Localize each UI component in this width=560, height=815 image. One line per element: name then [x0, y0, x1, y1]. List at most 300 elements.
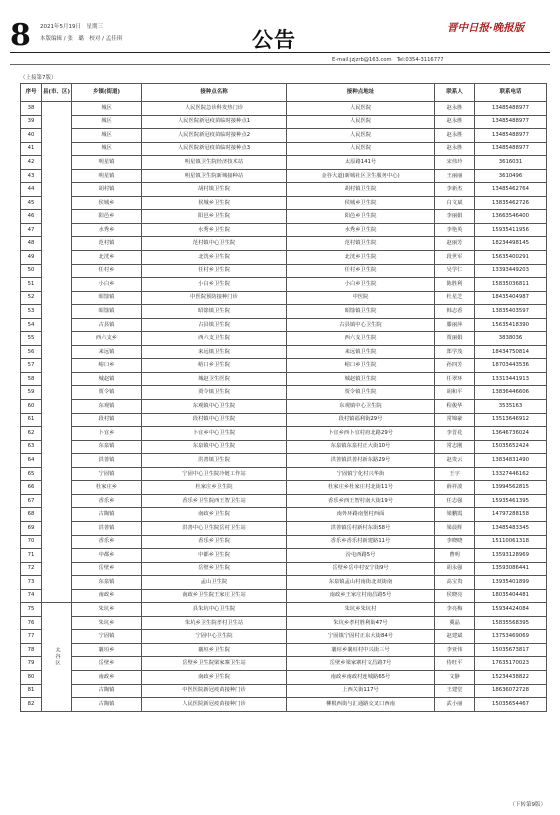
site-address-cell: 人民医院 [287, 142, 435, 156]
contact-cell: 赵建斌 [435, 630, 475, 644]
phone-cell: 15110061318 [475, 535, 547, 549]
row-number: 65 [21, 467, 42, 481]
contact-cell: 薛祥波 [435, 481, 475, 495]
table-row [21, 169, 547, 183]
site-address-cell: 柳根西街与汇通路交叉口西南 [287, 698, 435, 712]
table-row [21, 535, 547, 549]
table-row [21, 562, 547, 576]
table-row [21, 251, 547, 265]
site-address-cell: 金谷大道(新城社区卫生服务中心) [287, 169, 435, 183]
table-row [21, 603, 547, 617]
row-number: 77 [21, 630, 42, 644]
contact-cell: 程俊华 [435, 400, 475, 414]
phone-cell: 15035673817 [475, 643, 547, 657]
town-cell: 东泉镇 [72, 576, 142, 590]
row-number: 63 [21, 440, 42, 454]
site-name-cell: 西六支卫生院 [142, 332, 287, 346]
page-title: 公告 [252, 27, 296, 52]
contact-cell: 侍旺平 [435, 657, 475, 671]
row-number: 40 [21, 129, 42, 143]
town-cell: 东泉镇 [72, 440, 142, 454]
phone-cell: 13835403597 [475, 305, 547, 319]
row-number: 50 [21, 264, 42, 278]
vaccination-site-table [20, 83, 547, 712]
site-name-cell: 阳邑乡卫生院 [142, 210, 287, 224]
table-row [21, 657, 547, 671]
contact-cell: 常锦豪 [435, 413, 475, 427]
contact-cell: 梁晨辉 [435, 521, 475, 535]
phone-cell: 15234438822 [475, 670, 547, 684]
row-number: 45 [21, 196, 42, 210]
town-cell: 段村镇 [72, 413, 142, 427]
site-name-cell: 东观镇中心卫生院 [142, 400, 287, 414]
table-row [21, 278, 547, 292]
site-name-cell: 襄垣乡卫生院 [142, 643, 287, 657]
town-cell: 东观镇 [72, 400, 142, 414]
table-row [21, 589, 547, 603]
site-address-cell: 岳壁乡岳中村安宁街9号 [287, 562, 435, 576]
site-name-cell: 人民医院急诊科发热门诊 [142, 102, 287, 116]
site-address-cell: 任村乡卫生院 [287, 264, 435, 278]
site-name-cell: 明星镇卫生院新城接种站 [142, 169, 287, 183]
town-cell: 城区 [72, 142, 142, 156]
table-row [21, 481, 547, 495]
town-cell: 香乐乡 [72, 494, 142, 508]
town-cell: 范村镇 [72, 237, 142, 251]
table-row [21, 684, 547, 698]
town-cell: 古陶镇 [72, 698, 142, 712]
phone-cell: 3610496 [475, 169, 547, 183]
table-row [21, 549, 547, 563]
row-number: 64 [21, 454, 42, 468]
town-cell: 侯城乡 [72, 196, 142, 210]
contact-cell: 任翠环 [435, 372, 475, 386]
phone-cell: 13485488977 [475, 102, 547, 116]
contact-cell: 梁鹏霞 [435, 508, 475, 522]
col-header-no: 序号 [21, 84, 42, 102]
phone-cell: 15635400291 [475, 251, 547, 265]
site-name-cell: 洪善中心卫生院岳村卫生站 [142, 521, 287, 535]
contact-cell: 赵永胜 [435, 142, 475, 156]
town-cell: 小白乡 [72, 278, 142, 292]
row-number: 75 [21, 603, 42, 617]
row-number: 57 [21, 359, 42, 373]
phone-cell: 17635170023 [475, 657, 547, 671]
table-row [21, 264, 547, 278]
contact-cell: 王建堂 [435, 684, 475, 698]
site-name-cell: 洪善镇卫生院 [142, 454, 287, 468]
phone-cell: 13663546400 [475, 210, 547, 224]
contact-cell: 武小丽 [435, 698, 475, 712]
site-address-cell: 北洸乡卫生院 [287, 251, 435, 265]
site-address-cell: 小白乡卫生院 [287, 278, 435, 292]
row-number: 58 [21, 372, 42, 386]
contact-cell: 李亮梅 [435, 603, 475, 617]
contact-cell: 李新杰 [435, 183, 475, 197]
phone-cell: 13485488977 [475, 142, 547, 156]
phone-cell: 15635418390 [475, 318, 547, 332]
table-row [21, 670, 547, 684]
site-name-cell: 中医院预防接种门诊 [142, 291, 287, 305]
table-row [21, 454, 547, 468]
site-name-cell: 水秀乡卫生院 [142, 223, 287, 237]
site-address-cell: 范村镇卫生院 [287, 237, 435, 251]
row-number: 82 [21, 698, 42, 712]
phone-cell: 3616031 [475, 156, 547, 170]
town-cell: 西六支乡 [72, 332, 142, 346]
table-row [21, 305, 547, 319]
site-address-cell: 岳壁乡梁家寨村文昌路7号 [287, 657, 435, 671]
site-address-cell: 南政乡王家庄村南昌路5号 [287, 589, 435, 603]
phone-cell: 15035654467 [475, 698, 547, 712]
continued-note: （上接第7版） [20, 75, 57, 81]
contact-cell: 赵永胜 [435, 115, 475, 129]
table-row [21, 616, 547, 630]
site-name-cell: 岳壁乡卫生院 [142, 562, 287, 576]
site-address-cell: 城赵镇卫生院 [287, 372, 435, 386]
county-cell [42, 102, 72, 603]
phone-cell: 13485483345 [475, 521, 547, 535]
row-number: 59 [21, 386, 42, 400]
town-cell: 贾令镇 [72, 386, 142, 400]
phone-cell: 13834831490 [475, 454, 547, 468]
table-row [21, 115, 547, 129]
phone-cell: 13935401899 [475, 576, 547, 590]
site-name-cell: 侯城乡卫生院 [142, 196, 287, 210]
phone-cell: 15835036811 [475, 278, 547, 292]
col-header-address: 接种点地址 [287, 84, 435, 102]
table-row [21, 223, 547, 237]
phone-cell: 13485462764 [475, 183, 547, 197]
town-cell: 南政乡 [72, 670, 142, 684]
town-cell: 来远镇 [72, 345, 142, 359]
phone-cell: 15934424084 [475, 603, 547, 617]
site-address-cell: 古县镇中心卫生院 [287, 318, 435, 332]
contact-cell: 常志刚 [435, 440, 475, 454]
row-number: 67 [21, 494, 42, 508]
site-name-cell: 中医医院新冠疫苗接种门诊 [142, 684, 287, 698]
contact-cell: 赵永胜 [435, 102, 475, 116]
phone-cell: 13513646912 [475, 413, 547, 427]
row-number: 42 [21, 156, 42, 170]
contact-cell: 李晓晓 [435, 535, 475, 549]
site-address-cell: 段村镇福利街29号 [287, 413, 435, 427]
row-number: 38 [21, 102, 42, 116]
town-cell: 城赵镇 [72, 372, 142, 386]
site-name-cell: 宁固中心卫生院冷链工作站 [142, 467, 287, 481]
row-number: 44 [21, 183, 42, 197]
town-cell: 城区 [72, 115, 142, 129]
contact-cell: 赵永胜 [435, 129, 475, 143]
phone-cell: 13393449203 [475, 264, 547, 278]
table-row [21, 359, 547, 373]
town-cell: 城区 [72, 102, 142, 116]
contact-cell: 吴学仁 [435, 264, 475, 278]
contact-cell: 李艳英 [435, 223, 475, 237]
contact-cell: 宋伟玲 [435, 156, 475, 170]
town-cell: 城区 [72, 129, 142, 143]
row-number: 51 [21, 278, 42, 292]
site-address-cell: 侯城乡卫生院 [287, 196, 435, 210]
phone-cell: 13485488977 [475, 129, 547, 143]
contact-cell: 赵贵云 [435, 454, 475, 468]
site-address-cell: 西六支卫生院 [287, 332, 435, 346]
header-rule [10, 52, 550, 53]
row-number: 69 [21, 521, 42, 535]
site-name-cell: 峪口乡卫生院 [142, 359, 287, 373]
row-number: 48 [21, 237, 42, 251]
site-name-cell: 孟山卫生院 [142, 576, 287, 590]
row-number: 49 [21, 251, 42, 265]
site-address-cell: 阳邑乡卫生院 [287, 210, 435, 224]
site-name-cell: 卜宜乡中心卫生院 [142, 427, 287, 441]
row-number: 53 [21, 305, 42, 319]
row-number: 47 [21, 223, 42, 237]
town-cell: 南政乡 [72, 589, 142, 603]
town-cell: 古县镇 [72, 318, 142, 332]
contact-cell: 李晋花 [435, 427, 475, 441]
table-row [21, 413, 547, 427]
phone-cell: 13327446162 [475, 467, 547, 481]
contact-cell: 任志强 [435, 494, 475, 508]
site-name-cell: 北洸乡卫生院 [142, 251, 287, 265]
contact-cell: 胡永强 [435, 562, 475, 576]
site-address-cell: 来远镇卫生院 [287, 345, 435, 359]
contact-cell: 胡和平 [435, 386, 475, 400]
table-row [21, 576, 547, 590]
site-name-cell: 南政乡卫生院 [142, 670, 287, 684]
phone-cell: 3535163 [475, 400, 547, 414]
site-name-cell: 杜家庄乡卫生院 [142, 481, 287, 495]
contact-cell: 杜星芝 [435, 291, 475, 305]
site-address-cell: 人民医院 [287, 129, 435, 143]
site-name-cell: 明星镇卫生院经济技术站 [142, 156, 287, 170]
phone-cell: 15835568395 [475, 616, 547, 630]
town-cell: 洪善镇 [72, 454, 142, 468]
table-row [21, 521, 547, 535]
contact-cell: 文静 [435, 670, 475, 684]
col-header-contact: 联系人 [435, 84, 475, 102]
table-row [21, 332, 547, 346]
table-row [21, 400, 547, 414]
town-cell: 宁固镇 [72, 467, 142, 481]
phone-cell: 13753469069 [475, 630, 547, 644]
contact-cell: 赵丽芳 [435, 237, 475, 251]
site-address-cell: 上西关街117号 [287, 684, 435, 698]
row-number: 68 [21, 508, 42, 522]
contact-cell: 段世军 [435, 251, 475, 265]
table-row [21, 129, 547, 143]
site-address-cell: 昭馀镇卫生院 [287, 305, 435, 319]
town-cell: 襄垣乡 [72, 643, 142, 657]
row-number: 78 [21, 643, 42, 657]
row-number: 61 [21, 413, 42, 427]
contact-cell: 李亚伟 [435, 643, 475, 657]
contact-cell: 孙四芳 [435, 359, 475, 373]
contact-cell: 冀晶 [435, 616, 475, 630]
table-row [21, 467, 547, 481]
town-cell: 古陶镇 [72, 508, 142, 522]
table-row [21, 508, 547, 522]
row-number: 41 [21, 142, 42, 156]
table-row [21, 643, 547, 657]
phone-cell: 13835462726 [475, 196, 547, 210]
table-row [21, 102, 547, 116]
site-address-cell: 胡村镇卫生院 [287, 183, 435, 197]
site-name-cell: 县朱坑中心卫生院 [142, 603, 287, 617]
table-row [21, 372, 547, 386]
site-name-cell: 人民医院新冠疫苗临时接种点2 [142, 129, 287, 143]
site-address-cell: 宁固镇宁化村兴华街 [287, 467, 435, 481]
site-name-cell: 人民医院新冠疫苗临时接种点1 [142, 115, 287, 129]
site-address-cell: 人民医院 [287, 115, 435, 129]
site-address-cell: 东观镇中心卫生院 [287, 400, 435, 414]
contact-line: E-mail:jzjzrb@163.com Tel:0354-3116777 [332, 57, 444, 63]
site-name-cell: 人民医院新冠疫苗接种门诊 [142, 698, 287, 712]
site-name-cell: 宁固中心卫生院 [142, 630, 287, 644]
table-row [21, 494, 547, 508]
town-cell: 朱坑乡 [72, 616, 142, 630]
newspaper-logo: 晋中日报·晚报版 [447, 22, 525, 34]
site-name-cell: 南政乡卫生院 [142, 508, 287, 522]
page-number: 8 [10, 18, 31, 53]
site-address-cell: 朱坑乡孝村胜利街47号 [287, 616, 435, 630]
site-address-cell: 洪善镇岳村新村东街58号 [287, 521, 435, 535]
town-cell: 昭馀镇 [72, 305, 142, 319]
contact-cell: 贾丽娟 [435, 332, 475, 346]
editors-line: 本版编辑 / 张 璐 校对 / 孟佳琪 [40, 36, 123, 42]
phone-cell: 13646736024 [475, 427, 547, 441]
phone-cell: 18234498145 [475, 237, 547, 251]
phone-cell: 18703443536 [475, 359, 547, 373]
contact-cell: 滕丽萍 [435, 318, 475, 332]
town-cell: 洪善镇 [72, 521, 142, 535]
contact-cell: 李丽娟 [435, 210, 475, 224]
phone-cell: 18434750814 [475, 345, 547, 359]
phone-cell: 18636072728 [475, 684, 547, 698]
row-number: 76 [21, 616, 42, 630]
row-number: 43 [21, 169, 42, 183]
contact-cell: 高宝贵 [435, 576, 475, 590]
row-number: 66 [21, 481, 42, 495]
row-number: 73 [21, 576, 42, 590]
next-page-note: （下转第9版） [509, 802, 546, 808]
col-header-site: 接种点名称 [142, 84, 287, 102]
table-row [21, 345, 547, 359]
phone-cell: 13994562815 [475, 481, 547, 495]
town-cell: 杜家庄乡 [72, 481, 142, 495]
site-address-cell: 卜宜乡西卜宜村府北路29号 [287, 427, 435, 441]
site-address-cell: 南外环路南堡村西面 [287, 508, 435, 522]
phone-cell: 15035652424 [475, 440, 547, 454]
site-address-cell: 中医院 [287, 291, 435, 305]
row-number: 54 [21, 318, 42, 332]
town-cell: 中都乡 [72, 549, 142, 563]
table-row [21, 196, 547, 210]
town-cell: 明星镇 [72, 169, 142, 183]
town-cell: 岳壁乡 [72, 657, 142, 671]
site-name-cell: 香乐乡卫生院西王智卫生站 [142, 494, 287, 508]
site-name-cell: 香乐乡卫生院 [142, 535, 287, 549]
site-name-cell: 来远镇卫生院 [142, 345, 287, 359]
table-row [21, 440, 547, 454]
phone-cell: 15935411956 [475, 223, 547, 237]
town-cell: 阳邑乡 [72, 210, 142, 224]
page-header [0, 0, 560, 62]
site-name-cell: 范村镇中心卫生院 [142, 237, 287, 251]
site-address-cell: 杜家庄乡杜家庄村北街11号 [287, 481, 435, 495]
site-name-cell: 古县镇卫生院 [142, 318, 287, 332]
issue-date: 2021年5月19日 星期三 [40, 24, 103, 30]
site-name-cell: 贾令镇卫生院 [142, 386, 287, 400]
contact-cell: 白文斌 [435, 196, 475, 210]
site-address-cell: 贾令镇卫生院 [287, 386, 435, 400]
site-name-cell: 朱坑乡卫生院孝村卫生站 [142, 616, 287, 630]
site-address-cell: 汾屯西路5号 [287, 549, 435, 563]
contact-cell: 王丽丽 [435, 169, 475, 183]
town-cell: 香乐乡 [72, 535, 142, 549]
site-name-cell: 任村乡卫生院 [142, 264, 287, 278]
table-row [21, 427, 547, 441]
table-row [21, 291, 547, 305]
phone-cell: 13836446606 [475, 386, 547, 400]
table-row [21, 698, 547, 712]
site-name-cell: 南政乡卫生院王家庄卫生站 [142, 589, 287, 603]
table-row [21, 630, 547, 644]
contact-cell: 王宇 [435, 467, 475, 481]
contact-cell: 郑学茂 [435, 345, 475, 359]
site-address-cell: 峪口乡卫生院 [287, 359, 435, 373]
row-number: 80 [21, 670, 42, 684]
col-header-county: 县(市、区) [42, 84, 72, 102]
row-number: 71 [21, 549, 42, 563]
row-number: 60 [21, 400, 42, 414]
site-name-cell: 中都乡卫生院 [142, 549, 287, 563]
table-row [21, 237, 547, 251]
row-number: 52 [21, 291, 42, 305]
site-address-cell: 襄垣乡襄垣村中兴街三号 [287, 643, 435, 657]
phone-cell: 14797288158 [475, 508, 547, 522]
site-name-cell: 城赵卫生医院 [142, 372, 287, 386]
contact-cell: 陈胜利 [435, 278, 475, 292]
phone-cell: 15935461395 [475, 494, 547, 508]
contact-cell: 韩志香 [435, 305, 475, 319]
site-name-cell: 胡村镇卫生院 [142, 183, 287, 197]
table-body [21, 102, 547, 712]
table-row [21, 156, 547, 170]
town-cell: 宁固镇 [72, 630, 142, 644]
row-number: 55 [21, 332, 42, 346]
table-row [21, 210, 547, 224]
phone-cell: 13593086441 [475, 562, 547, 576]
row-number: 39 [21, 115, 42, 129]
site-address-cell: 东泉镇孟山村南街北双街南 [287, 576, 435, 590]
table-row [21, 386, 547, 400]
row-number: 62 [21, 427, 42, 441]
table-header-row [21, 84, 547, 102]
town-cell: 水秀乡 [72, 223, 142, 237]
row-number: 46 [21, 210, 42, 224]
row-number: 81 [21, 684, 42, 698]
town-cell: 北洸乡 [72, 251, 142, 265]
col-header-phone: 联系电话 [475, 84, 547, 102]
town-cell: 任村乡 [72, 264, 142, 278]
town-cell: 卜宜乡 [72, 427, 142, 441]
site-name-cell: 小白乡卫生院 [142, 278, 287, 292]
site-address-cell: 香乐乡香乐村新建路11号 [287, 535, 435, 549]
site-address-cell: 人民医院 [287, 102, 435, 116]
site-name-cell: 昭馀镇卫生院 [142, 305, 287, 319]
